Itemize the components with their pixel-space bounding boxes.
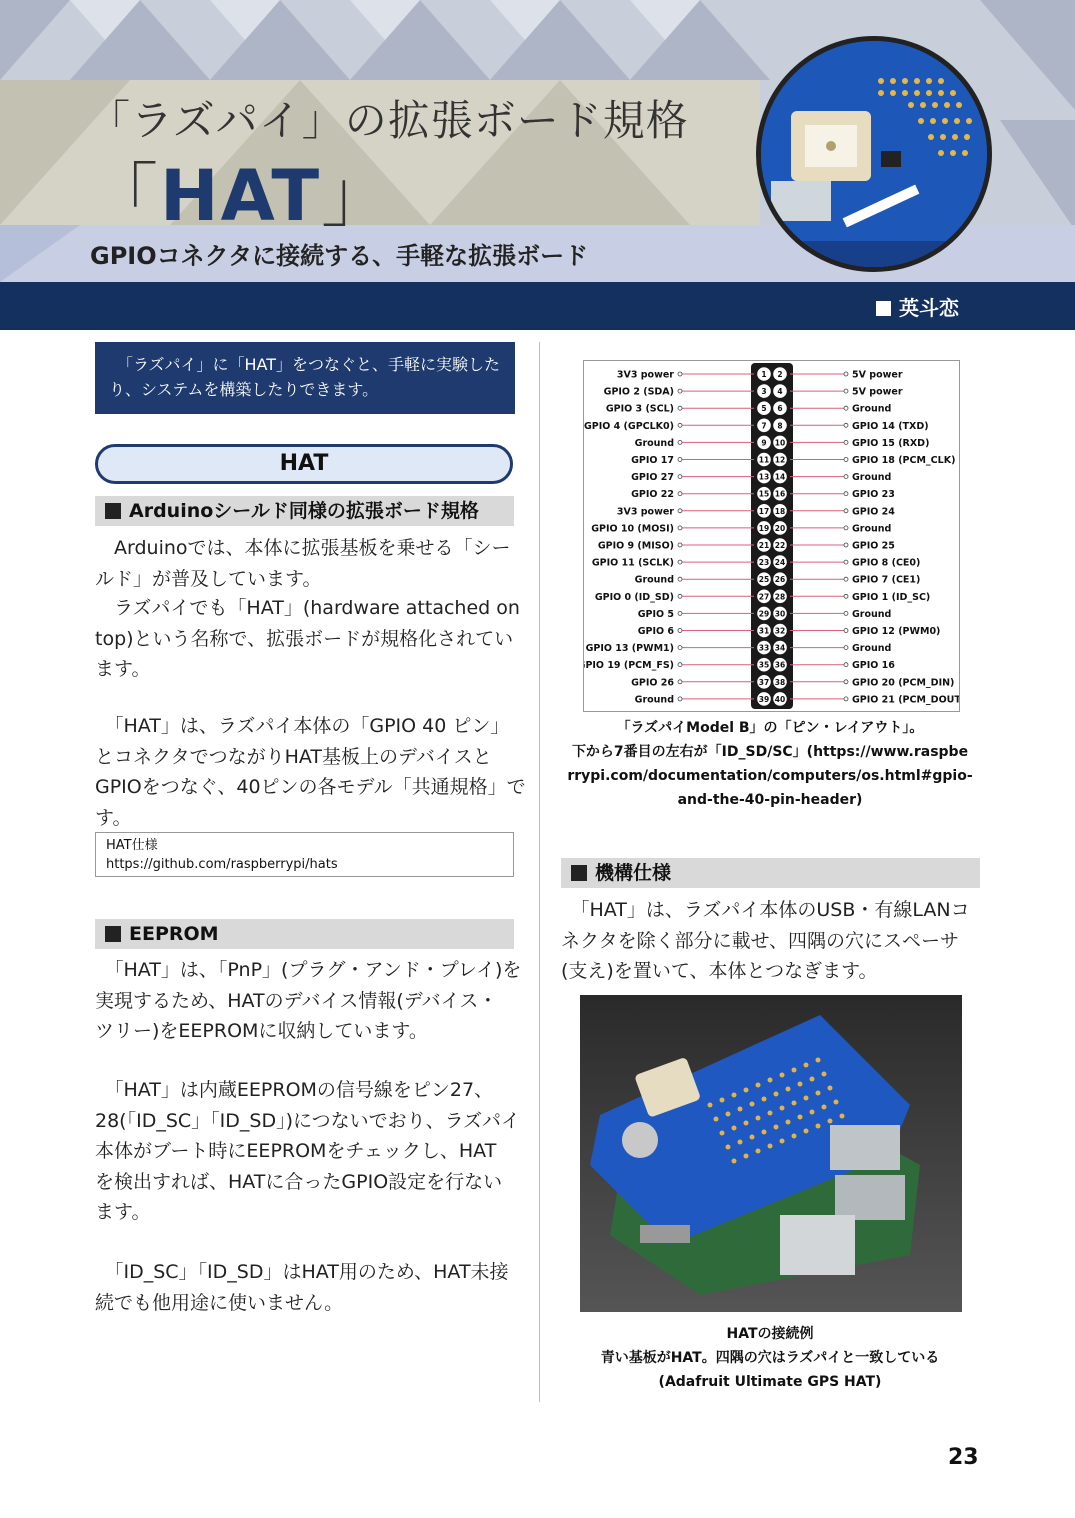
pin-label-left: GPIO 6	[637, 626, 674, 637]
pin-number: 6	[777, 404, 783, 414]
gpio-header-body	[751, 363, 793, 709]
arduino-paragraph-1	[95, 533, 511, 594]
pin-label-right: GPIO 25	[852, 540, 895, 552]
pin-leader-dot	[844, 577, 848, 581]
pin-leader-dot	[678, 526, 682, 530]
pin-leader-dot	[678, 492, 682, 496]
pin-leader-dot	[678, 509, 682, 513]
note-label: HAT仕様	[106, 838, 158, 853]
pin-label-right: GPIO 12 (PWM0)	[852, 626, 941, 637]
pin-leader-dot	[678, 389, 682, 393]
pin-leader-dot	[678, 594, 682, 598]
pin-number: 16	[774, 489, 786, 499]
pin-label-left: GPIO 17	[631, 455, 674, 466]
arduino-paragraph-2	[95, 593, 520, 685]
pin-number: 4	[777, 387, 783, 397]
pin-leader-dot	[844, 543, 848, 547]
text-line: ネクタを除く部分に載せ、四隅の穴にスペーサ	[561, 929, 960, 952]
pin-label-right: 5V power	[852, 386, 903, 398]
pin-number: 5	[761, 404, 767, 414]
pin-number: 15	[758, 489, 770, 499]
pin-label-right: GPIO 20 (PCM_DIN)	[852, 677, 955, 689]
hat-board-photo-circle	[756, 36, 992, 272]
pin-leader-dot	[678, 440, 682, 444]
square-bullet-icon	[571, 865, 587, 881]
pin-leader-dot	[678, 458, 682, 462]
text-line: 「HAT」は、ラズパイ本体のUSB・有線LANコ	[561, 899, 970, 921]
hat-connection-photo	[580, 995, 962, 1312]
pin-label-left: GPIO 13 (PWM1)	[585, 643, 674, 655]
pin-number: 11	[758, 455, 770, 465]
text-line: 実現するため、HATのデバイス情報(デバイス・	[95, 989, 498, 1012]
pin-leader-dot	[844, 509, 848, 513]
caption-line: 「ラズパイModel B」の「ピン・レイアウト」。	[616, 720, 924, 736]
text-line: top)という名称で、拡張ボードが規格化されてい	[95, 627, 514, 650]
pin-label-right: GPIO 1 (ID_SC)	[852, 591, 931, 603]
pin-number: 17	[758, 506, 770, 516]
title-main	[88, 140, 393, 241]
pin-leader-dot	[678, 697, 682, 701]
pin-number: 14	[774, 472, 786, 482]
pin-leader-dot	[844, 406, 848, 410]
pin-leader-dot	[678, 372, 682, 376]
text-line: ツリー)をEEPROMに収納しています。	[95, 1020, 428, 1042]
pin-leader-dot	[844, 526, 848, 530]
pin-leader-dot	[844, 372, 848, 376]
pin-leader-dot	[678, 475, 682, 479]
pin-label-left: Ground	[634, 574, 674, 586]
heading-eeprom-text: EEPROM	[129, 923, 219, 945]
photo-caption	[560, 1322, 980, 1394]
pin-number: 23	[758, 558, 770, 568]
pin-leader-dot	[844, 423, 848, 427]
eeprom-paragraph-2	[95, 1075, 520, 1228]
heading-eeprom	[95, 919, 514, 949]
text-line: ます。	[95, 658, 151, 680]
pin-number: 21	[758, 541, 770, 550]
caption-line: (Adafruit Ultimate GPS HAT)	[658, 1374, 882, 1390]
title-bracket-open: 「	[88, 155, 160, 237]
caption-line: and-the-40-pin-header)	[677, 792, 863, 808]
caption-line: 青い基板がHAT。四隅の穴はラズパイと一致している	[600, 1350, 940, 1366]
pin-leader-dot	[678, 423, 682, 427]
pin-label-left: GPIO 10 (MOSI)	[591, 523, 674, 535]
pin-label-left: GPIO 2 (SDA)	[603, 386, 674, 398]
pin-number: 35	[758, 660, 770, 670]
pin-number: 7	[761, 421, 767, 431]
hat-spec-note	[95, 832, 514, 877]
pin-number: 18	[774, 506, 786, 516]
pin-leader-dot	[678, 543, 682, 547]
pin-number: 33	[758, 643, 770, 653]
pin-label-right: 5V power	[852, 369, 903, 381]
square-bullet-icon	[105, 503, 121, 519]
pin-label-left: GPIO 26	[631, 677, 674, 689]
hat-on-raspberry-pi-image	[580, 995, 962, 1312]
section-pill-hat: HAT	[95, 444, 513, 484]
pin-label-left: GPIO 3 (SCL)	[605, 403, 674, 415]
pin-number: 9	[761, 438, 767, 448]
pin-label-right: GPIO 18 (PCM_CLK)	[852, 455, 956, 466]
pin-leader-dot	[678, 646, 682, 650]
pin-leader-dot	[844, 663, 848, 667]
text-line: Arduinoでは、本体に拡張基板を乗せる「シー	[95, 537, 511, 559]
pin-number: 29	[758, 609, 770, 619]
column-divider	[539, 342, 540, 1402]
pin-number: 3	[761, 387, 767, 397]
pin-label-left: 3V3 power	[616, 369, 674, 381]
pin-leader-dot	[844, 697, 848, 701]
pin-leader-dot	[844, 475, 848, 479]
pin-number: 40	[774, 694, 786, 704]
pinout-caption	[560, 716, 980, 812]
text-line: (支え)を置いて、本体とつなぎます。	[561, 960, 878, 982]
text-line: ルド」が普及しています。	[95, 567, 322, 590]
pin-label-right: GPIO 15 (RXD)	[852, 437, 930, 449]
text-line: 「HAT」は、ラズパイ本体の「GPIO 40 ピン」	[95, 715, 510, 737]
pin-number: 32	[774, 626, 786, 636]
author: 英斗恋	[876, 292, 959, 321]
text-line: を検出すれば、HATに合ったGPIO設定を行ない	[95, 1170, 503, 1193]
note-url: https://github.com/raspberrypi/hats	[106, 857, 338, 872]
title-bracket-close: 」	[321, 155, 394, 237]
pin-number: 28	[774, 592, 786, 602]
pin-number: 30	[774, 609, 786, 619]
gpio-pinout-figure	[583, 360, 960, 712]
pin-label-right: Ground	[852, 472, 892, 484]
text-line: 「HAT」は内蔵EEPROMの信号線をピン27、	[95, 1079, 494, 1101]
pin-number: 38	[774, 677, 786, 687]
pin-leader-dot	[678, 663, 682, 667]
text-line: す。	[95, 806, 132, 829]
pin-label-right: Ground	[852, 523, 892, 535]
caption-line: rrypi.com/documentation/computers/os.html#gpio-	[567, 768, 973, 784]
pin-leader-dot	[678, 680, 682, 684]
pin-number: 31	[758, 626, 770, 636]
pin-leader-dot	[844, 629, 848, 633]
text-line: 「HAT」は、「PnP」(プラグ・アンド・プレイ)を	[95, 959, 522, 981]
eeprom-paragraph-3	[95, 1257, 509, 1318]
pin-leader-dot	[844, 680, 848, 684]
heading-mechanism-text: 機構仕様	[595, 862, 672, 884]
pin-leader-dot	[844, 560, 848, 564]
pin-leader-dot	[844, 594, 848, 598]
text-line: 本体がブート時にEEPROMをチェックし、HAT	[95, 1140, 497, 1162]
pin-label-left: GPIO 22	[631, 489, 674, 501]
text-line: 28(「ID_SC」「ID_SD」)につないでおり、ラズパイ	[95, 1109, 521, 1132]
pin-number: 20	[774, 523, 786, 533]
gpio-pinout-diagram	[584, 361, 959, 711]
pin-label-left: GPIO 4 (GPCLK0)	[584, 420, 674, 432]
text-line: 続でも他用途に使いません。	[95, 1291, 344, 1314]
caption-line: HATの接続例	[726, 1326, 814, 1342]
pin-number: 37	[758, 677, 770, 687]
pin-leader-dot	[844, 389, 848, 393]
title-hat: HAT	[160, 155, 322, 237]
pin-label-right: Ground	[852, 403, 892, 415]
text-line: ます。	[95, 1201, 151, 1223]
pin-number: 39	[758, 694, 770, 704]
pin-number: 10	[774, 438, 786, 448]
text-line: 「ID_SC」「ID_SD」はHAT用のため、HAT未接	[95, 1261, 509, 1283]
text-line: とコネクタでつながりHAT基板上のデバイスと	[95, 745, 492, 768]
pin-label-left: GPIO 27	[631, 472, 674, 484]
pin-label-right: GPIO 21 (PCM_DOUT)	[852, 694, 959, 706]
page-number: 23	[948, 1445, 979, 1470]
pin-number: 24	[774, 558, 786, 568]
pin-number: 2	[777, 370, 783, 379]
pin-leader-dot	[844, 611, 848, 615]
pin-label-left: GPIO 11 (SCLK)	[591, 557, 674, 569]
pin-label-right: GPIO 7 (CE1)	[852, 574, 921, 586]
pin-label-left: GPIO 9 (MISO)	[597, 540, 674, 552]
square-bullet-icon	[105, 926, 121, 942]
title-line1: 「ラズパイ」の拡張ボード規格	[88, 96, 689, 145]
pin-label-right: GPIO 8 (CE0)	[852, 557, 921, 569]
caption-line: 下から7番目の左右が「ID_SD/SC」(https://www.raspbe	[571, 744, 969, 760]
pin-label-left: Ground	[634, 437, 674, 449]
pin-label-right: GPIO 14 (TXD)	[852, 420, 929, 432]
board-closeup-image	[761, 41, 987, 267]
text-line: GPIOをつなぐ、40ピンの各モデル「共通規格」で	[95, 776, 526, 798]
pin-leader-dot	[844, 440, 848, 444]
pin-leader-dot	[678, 560, 682, 564]
pin-label-right: GPIO 24	[852, 506, 895, 518]
pin-leader-dot	[678, 611, 682, 615]
pin-leader-dot	[844, 492, 848, 496]
pin-number: 27	[758, 592, 770, 602]
pin-leader-dot	[844, 646, 848, 650]
heading-arduino	[95, 496, 514, 526]
pin-label-right: Ground	[852, 608, 892, 620]
pin-label-left: GPIO 0 (ID_SD)	[594, 591, 674, 603]
lead-box: 「ラズパイ」に「HAT」をつなぐと、手軽に実験したり、システムを構築したりできます。	[95, 342, 515, 414]
header	[0, 0, 1075, 330]
text-line: ラズパイでも「HAT」(hardware attached on	[95, 597, 520, 619]
pin-number: 26	[774, 575, 786, 585]
pin-number: 1	[761, 370, 767, 379]
eeprom-paragraph-1	[95, 955, 521, 1047]
pin-leader-dot	[678, 406, 682, 410]
pin-label-left: 3V3 power	[616, 506, 674, 518]
pin-number: 8	[777, 421, 783, 431]
mechanism-paragraph-1	[561, 895, 970, 987]
pin-number: 12	[774, 455, 786, 465]
heading-mechanism	[561, 858, 980, 888]
pin-leader-dot	[844, 458, 848, 462]
pin-number: 22	[774, 541, 786, 550]
arduino-paragraph-3	[95, 711, 526, 833]
pin-number: 19	[758, 523, 770, 533]
pin-number: 36	[774, 660, 786, 670]
pin-leader-dot	[678, 577, 682, 581]
pin-number: 13	[758, 472, 770, 482]
pin-label-left: GPIO 5	[637, 608, 674, 620]
pin-label-left: GPIO 19 (PCM_FS)	[584, 660, 674, 672]
pin-label-left: Ground	[634, 694, 674, 706]
heading-arduino-text: Arduinoシールド同様の拡張ボード規格	[129, 500, 479, 522]
pin-label-right: Ground	[852, 643, 892, 655]
pin-number: 34	[774, 643, 786, 653]
pin-leader-dot	[678, 629, 682, 633]
subtitle: GPIOコネクタに接続する、手軽な拡張ボード	[90, 242, 589, 270]
pin-number: 25	[758, 575, 770, 585]
pin-label-right: GPIO 16	[852, 660, 895, 672]
pin-label-right: GPIO 23	[852, 489, 895, 501]
